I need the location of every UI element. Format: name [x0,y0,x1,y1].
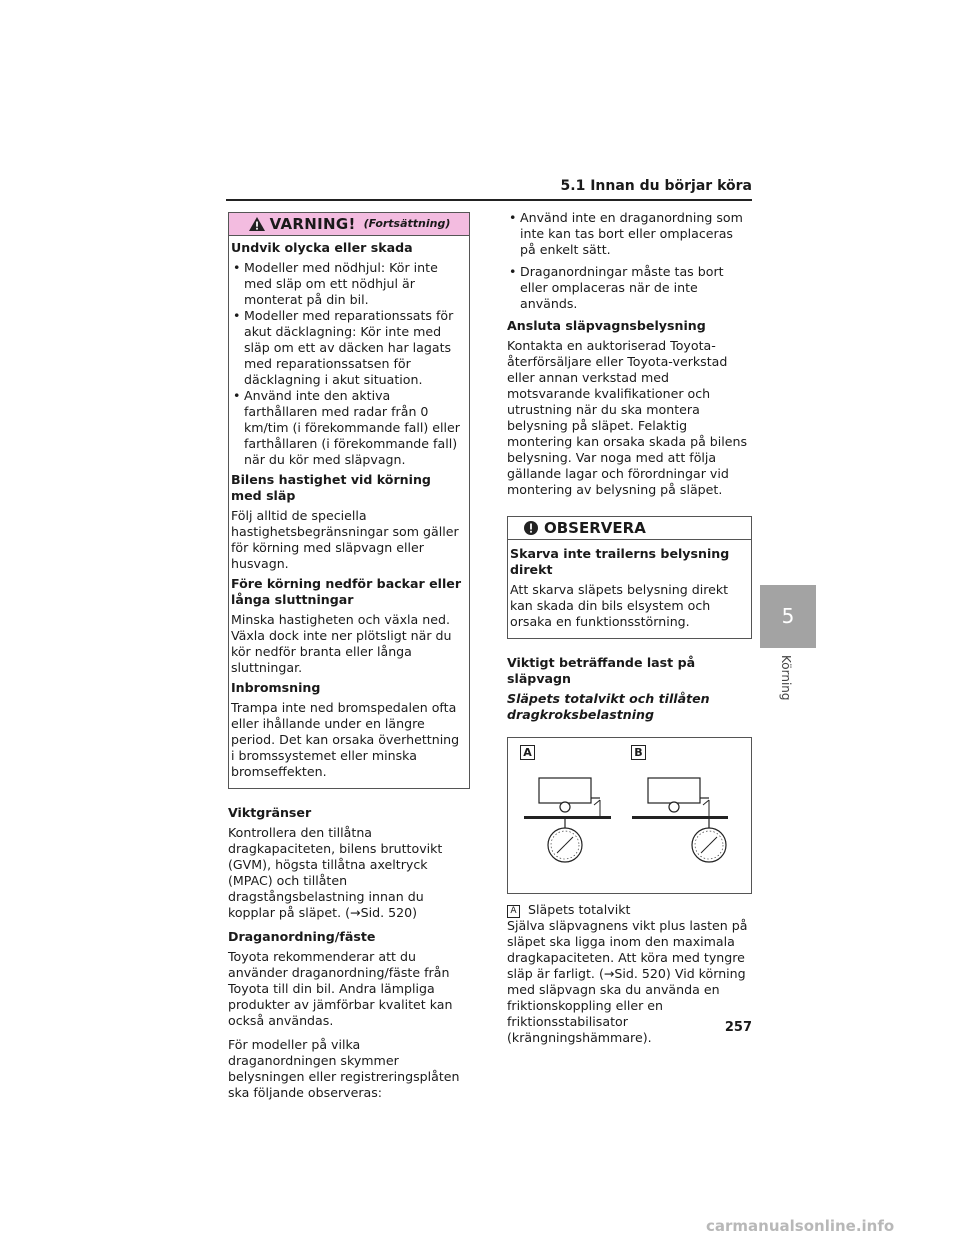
paragraph-trailer-lights: Kontakta en auktoriserad Toyota-återförsäljare eller Toyota-verkstad eller annan verkstad med motsvarande kvalifikationer och utrustning när du ska montera belysning på släpet. Felaktig montering kan orsaka skada på bilens belysning. Var noga med att följa gällande lagar och förordningar vid montering av belysning på släpet. [507,338,748,497]
caution-icon [522,520,540,536]
warning-text-braking: Trampa inte ned bromspedalen ofta eller ihållande under en längre period. Det kan orsaka överhettning i bromssystemet eller minska bromseffekten. [231,700,460,779]
observera-body [508,540,751,638]
warning-text-downhill: Minska hastigheten och växla ned. Växla dock inte ner plötsligt när du kör nedför branta eller långa sluttningar. [231,612,452,675]
warning-heading-speed: Bilens hastighet vid körning med släp [231,472,431,503]
warning-title: VARNING! [269,215,356,233]
warning-bullet-list [231,260,463,468]
heading-trailer-load: Viktigt beträffande last på släpvagn [507,655,696,686]
observera-title: OBSERVERA [544,519,646,537]
observera-box [507,516,752,639]
warning-heading-braking: Inbromsning [231,680,321,695]
paragraph-tow-hitch: Toyota rekommenderar att du använder draganordning/fäste från Toyota till din bil. Andra lämpliga produkter av jämförbar kvalitet kan också användas. [228,949,453,1028]
figure-label-a: A [520,745,535,760]
paragraph-hitch-models: För modeller på vilka draganordningen skymmer belysningen eller registreringsplåten ska följande observeras: [228,1037,460,1100]
list-item: • Modeller med reparationssats för akut däcklagning: Kör inte med släp om ett av däcken har lagats med reparationssatsen för däcklagning i akut situation. [231,308,463,388]
list-item: • Modeller med nödhjul: Kör inte med släp om ett nödhjul är monterat på din bil. [231,260,463,308]
hitch-bullet-list [507,210,752,312]
header-rule [226,199,752,201]
observera-heading: Skarva inte trailerns belysning direkt [510,546,730,577]
heading-trailer-weight: Släpets totalvikt och tillåten dragkroksbelastning [507,691,710,722]
section-title: 5.1 Innan du börjar köra [560,178,752,194]
right-column [507,210,752,1054]
watermark: carmanualsonline.info [706,1217,895,1235]
warning-body [229,236,469,788]
left-column [228,212,470,1109]
warning-box [228,212,470,789]
observera-header [508,517,751,540]
warning-heading-downhill: Före körning nedför backar eller långa sluttningar [231,576,462,607]
list-item: • Använd inte den aktiva farthållaren med radar från 0 km/tim (i förekommande fall) eller farthållaren (i förekommande fall) när du kör med släpvagn. [231,388,463,468]
figure-label-b: B [631,745,646,760]
subsection-label: A [507,905,520,918]
warning-header [229,213,469,236]
subsection-title-row [507,902,752,918]
warning-text-speed: Följ alltid de speciella hastighetsbegränsningar som gäller för körning med släpvagn eller husvagn. [231,508,459,571]
heading-trailer-lights: Ansluta släpvagnsbelysning [507,318,706,333]
list-item: • Draganordningar måste tas bort eller omplaceras när de inte används. [507,264,752,312]
trailer-weight-figure [507,737,752,894]
chapter-tab: 5 [760,585,816,648]
trailer-weight-illustration [508,738,751,893]
heading-tow-hitch: Draganordning/fäste [228,929,376,944]
warning-continued: (Fortsättning) [363,217,451,230]
warning-heading-accident: Undvik olycka eller skada [231,240,413,255]
page-number: 257 [724,1020,752,1035]
paragraph-weight-limits: Kontrollera den tillåtna dragkapaciteten, bilens bruttovikt (GVM), högsta tillåtna axeltryck (MPAC) och tillåten dragstångsbelastning innan du kopplar på släpet. (→Sid. 520) [228,825,443,920]
subsection-title: Släpets totalvikt [528,902,631,917]
chapter-label: Körning [779,655,793,701]
heading-weight-limits: Viktgränser [228,805,312,820]
warning-triangle-icon [248,216,266,232]
observera-text: Att skarva släpets belysning direkt kan skada din bils elsystem och orsaka en funktionsstörning. [510,582,729,629]
list-item: • Använd inte en draganordning som inte kan tas bort eller omplaceras på enkelt sätt. [507,210,752,258]
subsection-text: Själva släpvagnens vikt plus lasten på släpet ska ligga inom den maximala dragkapaciteten. Att köra med tyngre släp är farligt. (→Sid. 520) Vid körning med släpvagn ska du använda en friktionskoppling eller en friktionsstabilisator (krängningshämmare). [507,918,748,1045]
